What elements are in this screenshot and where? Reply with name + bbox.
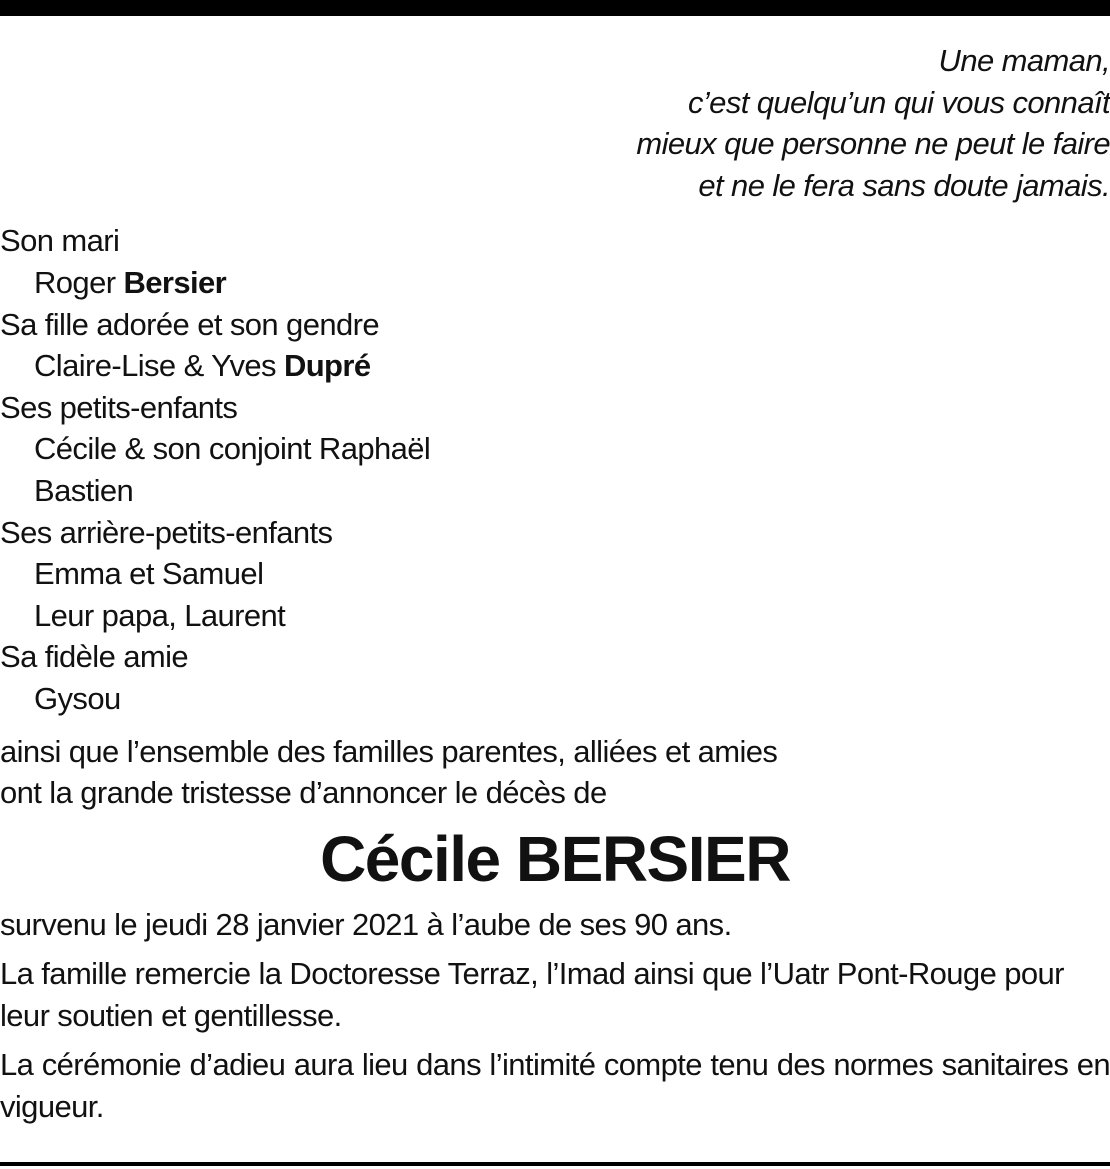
grandchild-name: Bastien [34,472,134,508]
husband-last-name: Bersier [123,264,227,300]
husband-first-name: Roger [34,264,116,300]
section-gap [0,720,1110,731]
top-rule [0,0,1110,16]
grandchildren-label: Ses petits-enfants [0,389,238,425]
obituary-notice [0,40,1110,1136]
epigraph-quote [0,40,1110,206]
daughter-name [0,345,1110,387]
death-date-line: survenu le jeudi 28 janvier 2021 à l’aube de ses 90 ans. [0,906,732,942]
friend-name: Gysou [34,680,121,716]
thanks-paragraph: La famille remercie la Doctoresse Terraz, l’Imad ainsi que l’Uatr Pont-Rouge pour leur soutien et gentillesse. [0,956,1064,1033]
announcement-line: ainsi que l’ensemble des familles parentes, alliées et amies [0,733,778,769]
daughter-label: Sa fille adorée et son gendre [0,306,379,342]
friend-label: Sa fidèle amie [0,639,189,675]
quote-line: mieux que personne ne peut le faire [636,126,1110,162]
daughter-last-name: Dupré [283,348,371,384]
husband-name [0,262,1110,304]
great-grandchild-name: Leur papa, Laurent [34,597,286,633]
quote-line: et ne le fera sans doute jamais. [698,167,1110,203]
announcement-line: ont la grande tristesse d’annoncer le décès de [0,775,607,811]
grandchild-name: Cécile & son conjoint Raphaël [34,431,431,467]
daughter-first-names: Claire-Lise & Yves [34,348,276,384]
great-grandchildren-label: Ses arrière-petits-enfants [0,514,333,550]
deceased-name: Cécile BERSIER [320,822,790,895]
quote-line: c’est quelqu’un qui vous connaît [688,84,1110,120]
great-grandchild-name: Emma et Samuel [34,556,264,592]
announcement-intro [0,731,1110,814]
ceremony-paragraph: La cérémonie d’adieu aura lieu dans l’intimité compte tenu des normes sanitaires en vigueur. [0,1047,1110,1125]
husband-label: Son mari [0,223,120,259]
quote-line: Une maman, [938,43,1110,78]
bottom-rule [0,1162,1110,1166]
family-list [0,220,1110,719]
